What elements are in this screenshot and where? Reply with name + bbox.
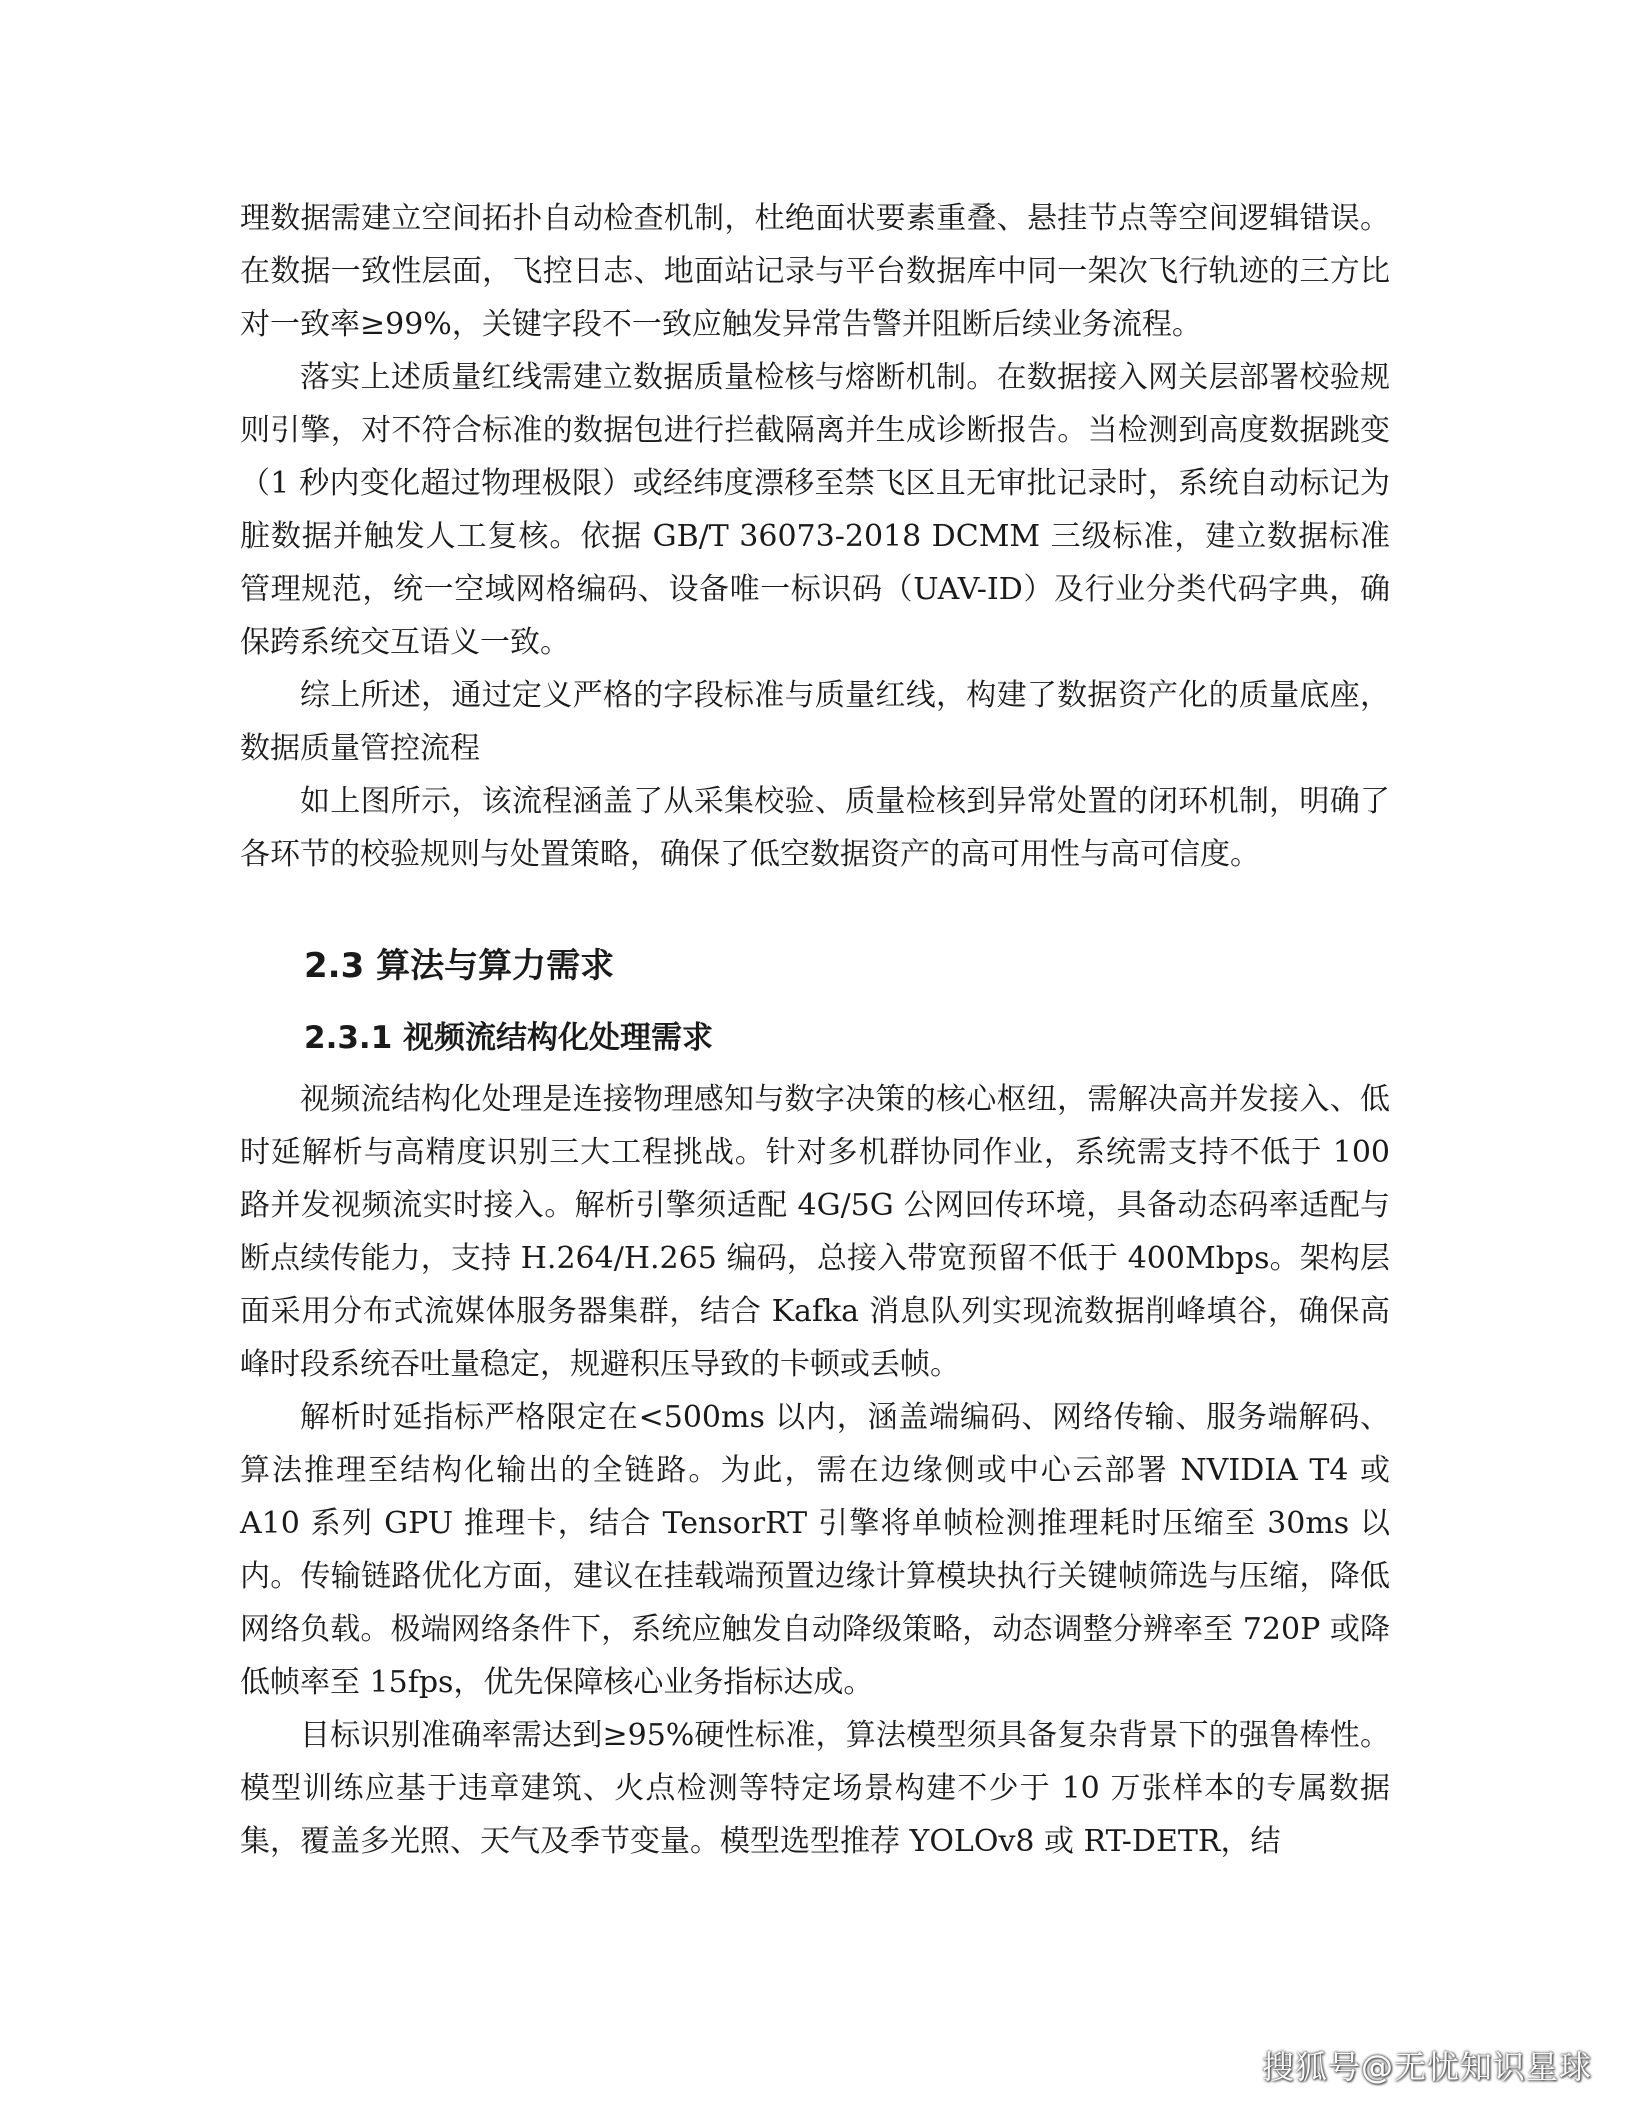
paragraph-quality-mechanism: 落实上述质量红线需建立数据质量检核与熔断机制。在数据接入网关层部署校验规则引擎，对不符合标准的数据包进行拦截隔离并生成诊断报告。当检测到高度数据跳变（1 秒内变化超过物理极限）或经纬度漂移至禁飞区且无审批记录时，系统自动标记为脏数据并触发人工复核。依据 GB/T 36073-2018 DCMM 三级标准，建立数据标准管理规范，统一空域网格编码、设备唯一标识码（UAV-ID）及行业分类代码字典，确保跨系统交互语义一致。 xyxy=(240,360,1390,660)
section-heading: 2.3 算法与算力需求 xyxy=(304,946,615,986)
document-body xyxy=(240,192,1390,1868)
paragraph-latency: 解析时延指标严格限定在<500ms 以内，涵盖端编码、网络传输、服务端解码、算法推理至结构化输出的全链路。为此，需在边缘侧或中心云部署 NVIDIA T4 或 A10 系列 GPU 推理卡，结合 TensorRT 引擎将单帧检测推理耗时压缩至 30ms 以内。传输链路优化方面，建议在挂载端预置边缘计算模块执行关键帧筛选与压缩，降低网络负载。极端网络条件下，系统应触发自动降级策略，动态调整分辨率至 720P 或降低帧率至 15fps，优先保障核心业务指标达成。 xyxy=(240,1400,1390,1700)
paragraph-summary: 综上所述，通过定义严格的字段标准与质量红线，构建了数据资产化的质量底座，数据质量管控流程 xyxy=(240,678,1390,766)
watermark-text: 搜狐号@无忧知识星球 xyxy=(1261,2048,1592,2086)
paragraph-accuracy: 目标识别准确率需达到≥95%硬性标准，算法模型须具备复杂背景下的强鲁棒性。模型训练应基于违章建筑、火点检测等特定场景构建不少于 10 万张样本的专属数据集，覆盖多光照、天气及季节变量。模型选型推荐 YOLOv8 或 RT-DETR，结 xyxy=(240,1718,1390,1859)
paragraph-figure-description: 如上图所示，该流程涵盖了从采集校验、质量检核到异常处置的闭环机制，明确了各环节的校验规则与处置策略，确保了低空数据资产的高可用性与高可信度。 xyxy=(240,784,1390,872)
paragraph-continuation: 理数据需建立空间拓扑自动检查机制，杜绝面状要素重叠、悬挂节点等空间逻辑错误。在数据一致性层面，飞控日志、地面站记录与平台数据库中同一架次飞行轨迹的三方比对一致率≥99%，关键字段不一致应触发异常告警并阻断后续业务流程。 xyxy=(240,201,1390,342)
paragraph-video-access: 视频流结构化处理是连接物理感知与数字决策的核心枢纽，需解决高并发接入、低时延解析与高精度识别三大工程挑战。针对多机群协同作业，系统需支持不低于 100 路并发视频流实时接入。解析引擎须适配 4G/5G 公网回传环境，具备动态码率适配与断点续传能力，支持 H.264/H.265 编码，总接入带宽预留不低于 400Mbps。架构层面采用分布式流媒体服务器集群，结合 Kafka 消息队列实现流数据削峰填谷，确保高峰时段系统吞吐量稳定，规避积压导致的卡顿或丢帧。 xyxy=(240,1082,1390,1382)
subsection-heading: 2.3.1 视频流结构化处理需求 xyxy=(304,1020,714,1056)
